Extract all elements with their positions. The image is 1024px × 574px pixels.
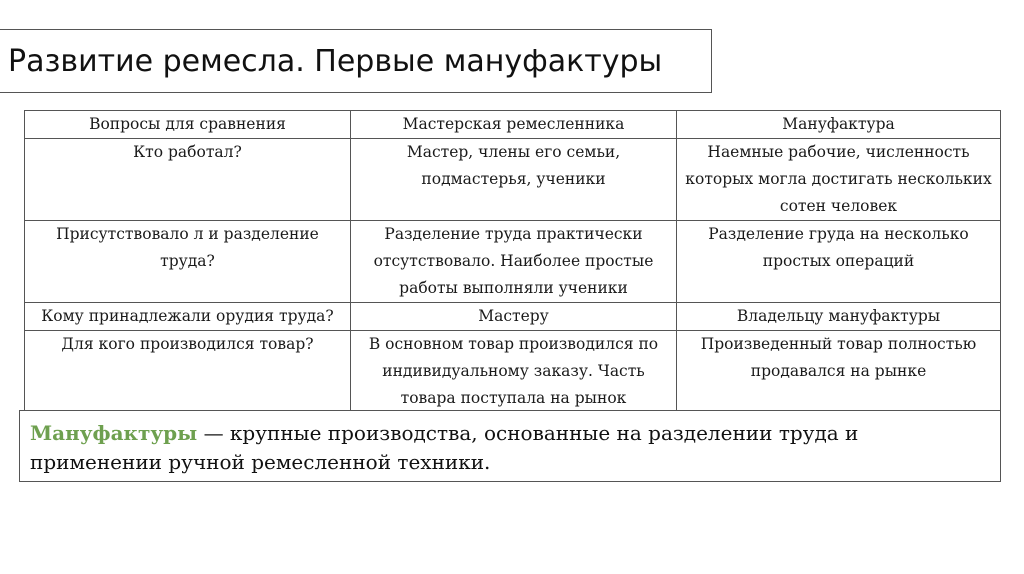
table-cell: Кому принадлежали орудия труда? (25, 303, 351, 331)
slide-title: Развитие ремесла. Первые мануфактуры (8, 43, 663, 79)
table-row (25, 331, 1001, 413)
table-cell: В основном товар производился по индивидуальному заказу. Часть товара поступала на рынок (351, 331, 677, 413)
table-cell: Для кого производился товар? (25, 331, 351, 413)
table-cell: Кто работал? (25, 139, 351, 221)
table-cell: Мастер, члены его семьи, подмастерья, ученики (351, 139, 677, 221)
table-cell: Присутствовало л и разделение труда? (25, 221, 351, 303)
table-cell: Мастеру (351, 303, 677, 331)
table-row (25, 303, 1001, 331)
header-cell-manufactory: Мануфактура (677, 111, 1001, 139)
table-row (25, 139, 1001, 221)
table-cell: Разделение груда на несколько простых операций (677, 221, 1001, 303)
comparison-table (24, 110, 1001, 413)
table-cell: Произведенный товар полностью продавался на рынке (677, 331, 1001, 413)
table-cell: Разделение труда практически отсутствовало. Наиболее простые работы выполняли ученики (351, 221, 677, 303)
table-row (25, 221, 1001, 303)
slide-title-box (0, 29, 712, 93)
definition-box (19, 410, 1001, 482)
table-cell: Владельцу мануфактуры (677, 303, 1001, 331)
definition-text: — крупные производства, основанные на разделении труда и применении ручной ремесленной техники. (30, 421, 859, 474)
header-cell-workshop: Мастерская ремесленника (351, 111, 677, 139)
table-cell: Наемные рабочие, численность которых могла достигать нескольких сотен человек (677, 139, 1001, 221)
header-cell-questions: Вопросы для сравнения (25, 111, 351, 139)
definition-term: Мануфактуры (30, 421, 198, 445)
table-header-row (25, 111, 1001, 139)
